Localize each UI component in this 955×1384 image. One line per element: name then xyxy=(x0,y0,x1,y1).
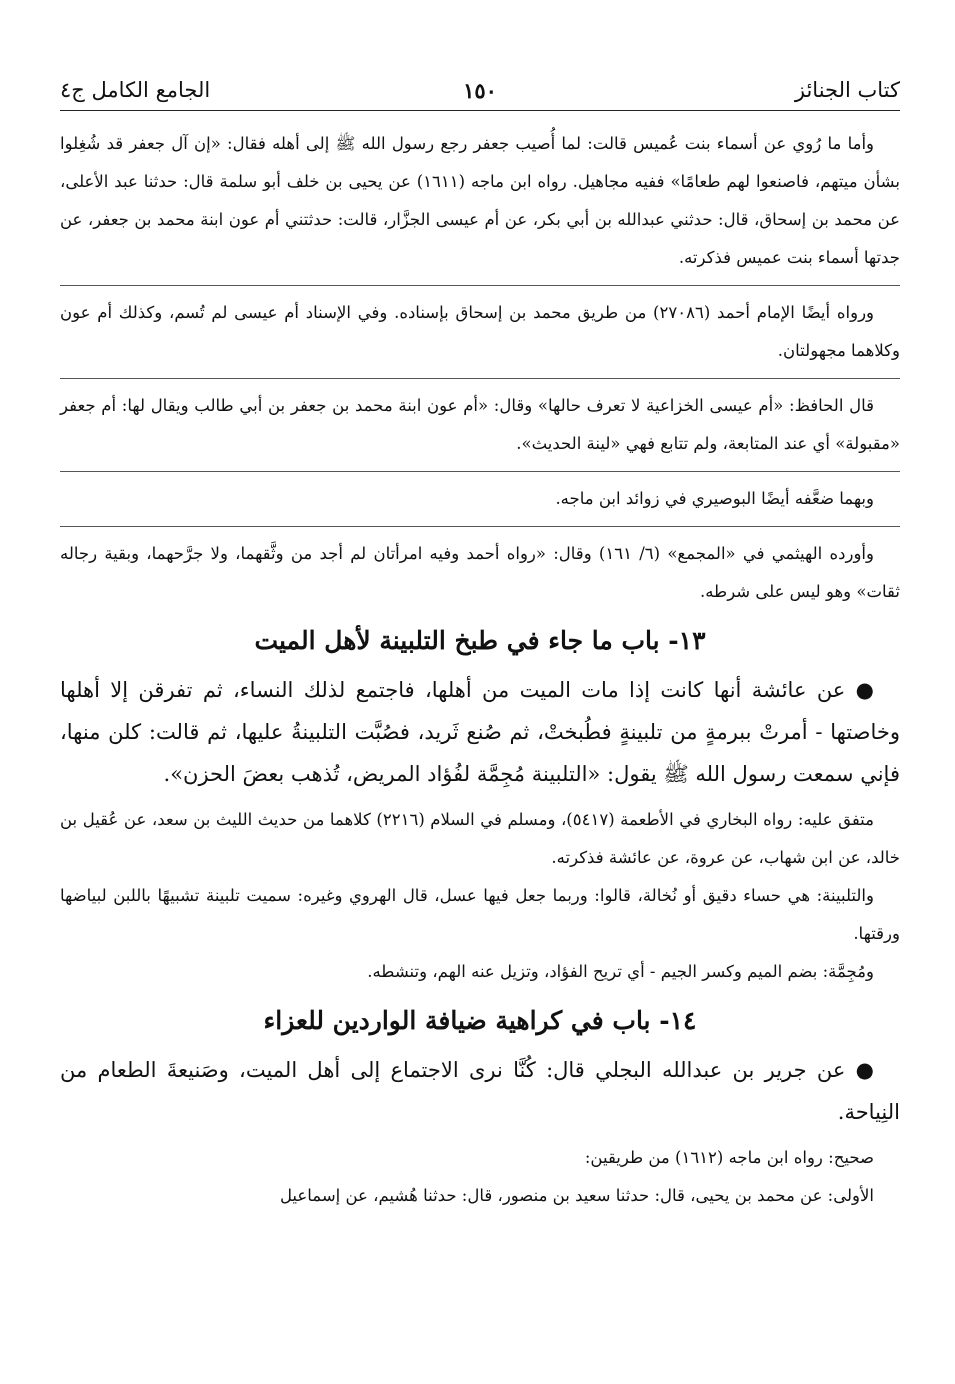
divider xyxy=(60,285,900,286)
page-header xyxy=(60,70,900,111)
hadith-text: ● عن جرير بن عبدالله البجلي قال: كُنَّا نرى الاجتماع إلى أهل الميت، وصَنيعةَ الطعام من النِياحة. xyxy=(60,1058,900,1124)
chapter-heading-14: ١٤- باب في كراهية ضيافة الواردين للعزاء xyxy=(263,1006,697,1035)
book-page xyxy=(60,70,900,1370)
commentary-paragraph: وأما ما رُوي عن أسماء بنت عُميس قالت: لما أُصيب جعفر رجع رسول الله ﷺ إلى أهله فقال: «إن آل جعفر قد شُغِلوا بشأن ميتهم، فاصنعوا لهم طعامًا» ففيه مجاهيل. رواه ابن ماجه (١٦١١) عن يحيى بن خلف أبو سلمة قال: حدثنا عبد الأعلى، عن محمد بن إسحاق، قال: حدثني عبدالله بن أبي بكر، عن أم عيسى الجزَّار، قالت: حدثتني أم عون ابنة محمد بن جعفر، عن جدتها أسماء بنت عميس فذكرته. xyxy=(60,134,900,267)
commentary-paragraph: وبهما ضعَّفه أيضًا البوصيري في زوائد ابن ماجه. xyxy=(555,489,874,508)
hadith-text: ● عن عائشة أنها كانت إذا مات الميت من أهلها، فاجتمع لذلك النساء، ثم تفرقن إلا أهلها وخاصتها - أمرتْ ببرمةٍ من تلبينةٍ فطُبختْ، ثم صُنع ثَريد، فصُبَّت التلبينةُ عليها، ثم قالت: كلن منها، فإني سمعت رسول الله ﷺ يقول: «التلبينة مُجِمَّة لفُؤاد المريض، تُذهب بعضَ الحزن». xyxy=(60,678,900,786)
commentary-paragraph: ورواه أيضًا الإمام أحمد (٢٧٠٨٦) من طريق محمد بن إسحاق بإسناده. وفي الإسناد أم عيسى لم تُسم، وكذلك أم عون وكلاهما مجهولتان. xyxy=(60,303,900,360)
divider xyxy=(60,378,900,379)
page-body xyxy=(60,111,900,1215)
commentary-paragraph: قال الحافظ: «أم عيسى الخزاعية لا تعرف حالها» وقال: «أم عون ابنة محمد بن جعفر بن أبي طالب ويقال لها: أم جعفر «مقبولة» أي عند المتابعة، ولم تتابع فهي «لينة الحديث». xyxy=(60,396,900,453)
definition-note: ومُجِمَّة: بضم الميم وكسر الجيم - أي تريح الفؤاد، وتزيل عنه الهم، وتنشطه. xyxy=(367,962,874,981)
divider xyxy=(60,526,900,527)
divider xyxy=(60,471,900,472)
commentary-paragraph: وأورده الهيثمي في «المجمع» (٦/ ١٦١) وقال: «رواه أحمد وفيه امرأتان لم أجد من وثَّقهما، ولا جرَّحهما، وبقية رجاله ثقات» وهو ليس على شرطه. xyxy=(60,544,900,601)
takhrij-note: صحيح: رواه ابن ماجه (١٦١٢) من طريقين: xyxy=(584,1148,874,1167)
volume-title: الجامع الكامل ج٤ xyxy=(60,78,211,102)
takhrij-note: متفق عليه: رواه البخاري في الأطعمة (٥٤١٧)، ومسلم في السلام (٢٢١٦) كلاهما من حديث الليث بن سعد، عن عُقيل بن خالد، عن ابن شهاب، عن عروة، عن عائشة فذكرته. xyxy=(60,810,900,867)
book-section-title: كتاب الجنائز xyxy=(794,78,900,102)
page-number: ١٥٠ xyxy=(463,78,497,103)
definition-note: والتلبينة: هي حساء دقيق أو نُخالة، قالوا: وربما جعل فيها عسل، قال الهروي وغيره: سميت تلبينة تشبيهًا باللبن لبياضها ورقتها. xyxy=(60,886,900,943)
takhrij-note: الأولى: عن محمد بن يحيى، قال: حدثنا سعيد بن منصور، قال: حدثنا هُشيم، عن إسماعيل xyxy=(279,1186,874,1205)
chapter-heading-13: ١٣- باب ما جاء في طبخ التلبينة لأهل الميت xyxy=(254,626,706,655)
